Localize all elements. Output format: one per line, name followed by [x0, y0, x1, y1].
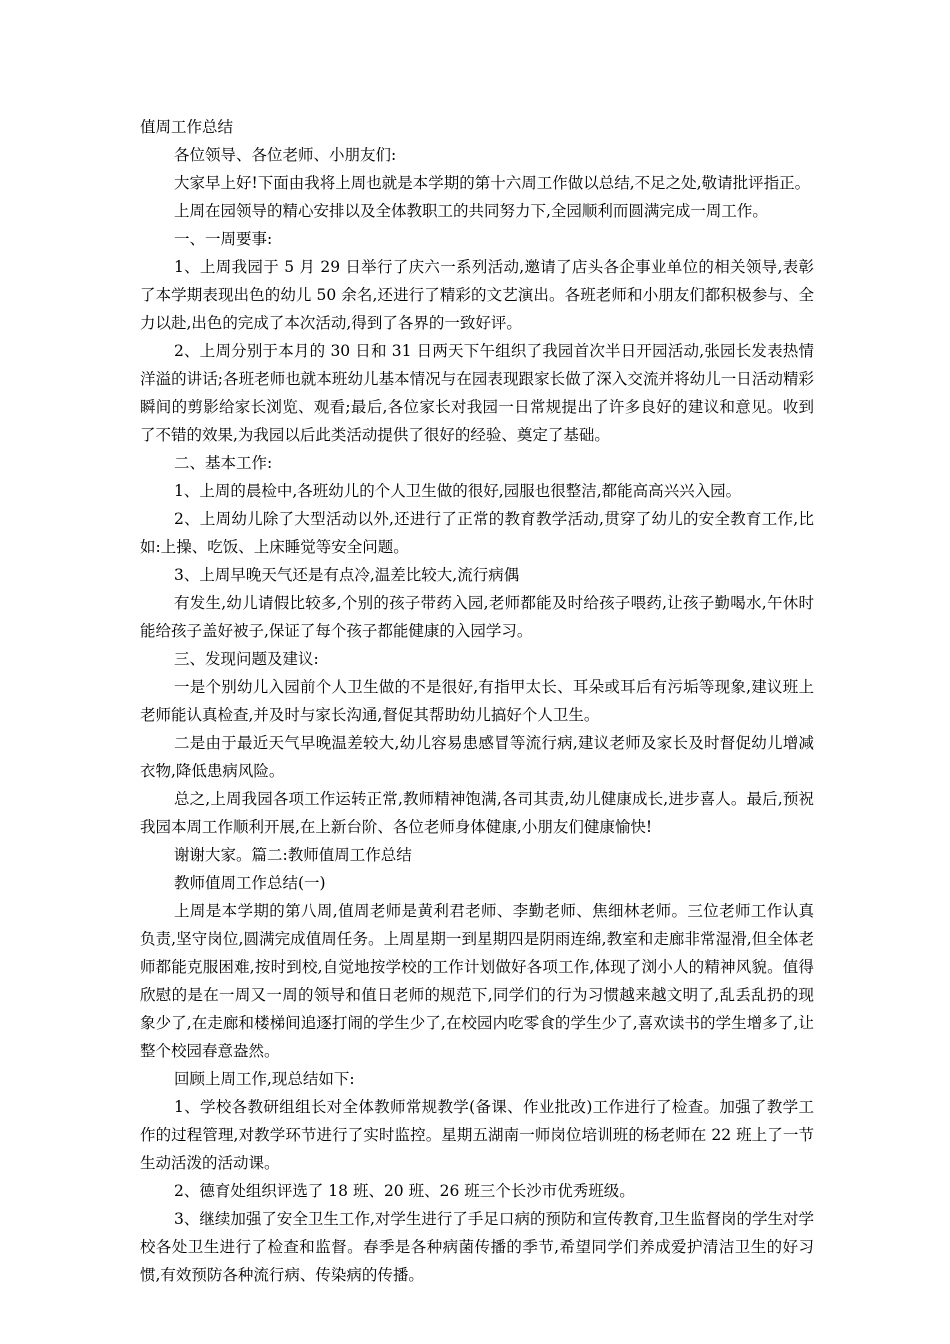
body-paragraph: 上周在园领导的精心安排以及全体教职工的共同努力下,全园顺利而圆满完成一周工作。 — [174, 202, 768, 220]
body-paragraph: 2、上周分别于本月的 30 日和 31 日两天下午组织了我园首次半日开园活动,张园长发表热情洋溢的讲话;各班老师也就本班幼儿基本情况与在园表现跟家长做了深入交流并将幼儿一日活动精彩瞬间的剪影给家长浏览、观看;最后,各位家长对我园一日常规提出了许多良好的建议和意见。收到了不错的效果,为我园以后此类活动提供了很好的经验、奠定了基础。 — [140, 342, 814, 444]
body-paragraph: 1、上周的晨检中,各班幼儿的个人卫生做的很好,园服也很整洁,都能高高兴兴入园。 — [174, 482, 742, 500]
body-paragraph: 1、学校各教研组组长对全体教师常规教学(备课、作业批改)工作进行了检查。加强了教学工作的过程管理,对教学环节进行了实时监控。星期五湖南一师岗位培训班的杨老师在 22 班上了一节生动活泼的活动课。 — [140, 1098, 814, 1172]
body-paragraph: 大家早上好!下面由我将上周也就是本学期的第十六周工作做以总结,不足之处,敬请批评指正。 — [174, 174, 811, 192]
body-paragraph: 3、上周早晚天气还是有点冷,温差比较大,流行病偶 — [174, 566, 520, 584]
body-paragraph: 2、德育处组织评选了 18 班、20 班、26 班三个长沙市优秀班级。 — [174, 1182, 635, 1200]
body-paragraph: 一、一周要事: — [174, 230, 273, 248]
body-paragraph: 谢谢大家。篇二:教师值周工作总结 — [174, 846, 412, 864]
body-paragraph: 二、基本工作: — [174, 454, 273, 472]
body-paragraph: 上周是本学期的第八周,值周老师是黄利君老师、李勤老师、焦细林老师。三位老师工作认真负责,坚守岗位,圆满完成值周任务。上周星期一到星期四是阴雨连绵,教室和走廊非常湿滑,但全体老师都能克服困难,按时到校,自觉地按学校的工作计划做好各项工作,体现了浏小人的精神风貌。值得欣慰的是在一周又一周的领导和值日老师的规范下,同学们的行为习惯越来越文明了,乱丢乱扔的现象少了,在走廊和楼梯间追逐打闹的学生少了,在校园内吃零食的学生少了,喜欢读书的学生增多了,让整个校园春意盎然。 — [140, 902, 814, 1060]
document-title: 值周工作总结 — [140, 118, 234, 136]
body-paragraph: 总之,上周我园各项工作运转正常,教师精神饱满,各司其责,幼儿健康成长,进步喜人。最后,预祝我园本周工作顺利开展,在上新台阶、各位老师身体健康,小朋友们健康愉快! — [140, 790, 814, 836]
document-page — [140, 114, 814, 1289]
body-paragraph: 3、继续加强了安全卫生工作,对学生进行了手足口病的预防和宣传教育,卫生监督岗的学生对学校各处卫生进行了检查和监督。春季是各种病菌传播的季节,希望同学们养成爱护清洁卫生的好习惯,有效预防各种流行病、传染病的传播。 — [140, 1210, 814, 1284]
body-paragraph: 有发生,幼儿请假比较多,个别的孩子带药入园,老师都能及时给孩子喂药,让孩子勤喝水,午休时能给孩子盖好被子,保证了每个孩子都能健康的入园学习。 — [140, 594, 814, 640]
body-paragraph: 各位领导、各位老师、小朋友们: — [174, 146, 397, 164]
body-paragraph: 三、发现问题及建议: — [174, 650, 319, 668]
body-paragraph: 一是个别幼儿入园前个人卫生做的不是很好,有指甲太长、耳朵或耳后有污垢等现象,建议班上老师能认真检查,并及时与家长沟通,督促其帮助幼儿搞好个人卫生。 — [140, 678, 814, 724]
document-body — [140, 141, 814, 1289]
body-paragraph: 二是由于最近天气早晚温差较大,幼儿容易患感冒等流行病,建议老师及家长及时督促幼儿增减衣物,降低患病风险。 — [140, 734, 814, 780]
body-paragraph: 1、上周我园于 5 月 29 日举行了庆六一系列活动,邀请了店头各企事业单位的相关领导,表彰了本学期表现出色的幼儿 50 余名,还进行了精彩的文艺演出。各班老师和小朋友们都积极参与、全力以赴,出色的完成了本次活动,得到了各界的一致好评。 — [140, 258, 814, 332]
body-paragraph: 2、上周幼儿除了大型活动以外,还进行了正常的教育教学活动,贯穿了幼儿的安全教育工作,比如:上操、吃饭、上床睡觉等安全问题。 — [140, 510, 814, 556]
body-paragraph: 教师值周工作总结(一) — [174, 874, 326, 892]
body-paragraph: 回顾上周工作,现总结如下: — [174, 1070, 355, 1088]
